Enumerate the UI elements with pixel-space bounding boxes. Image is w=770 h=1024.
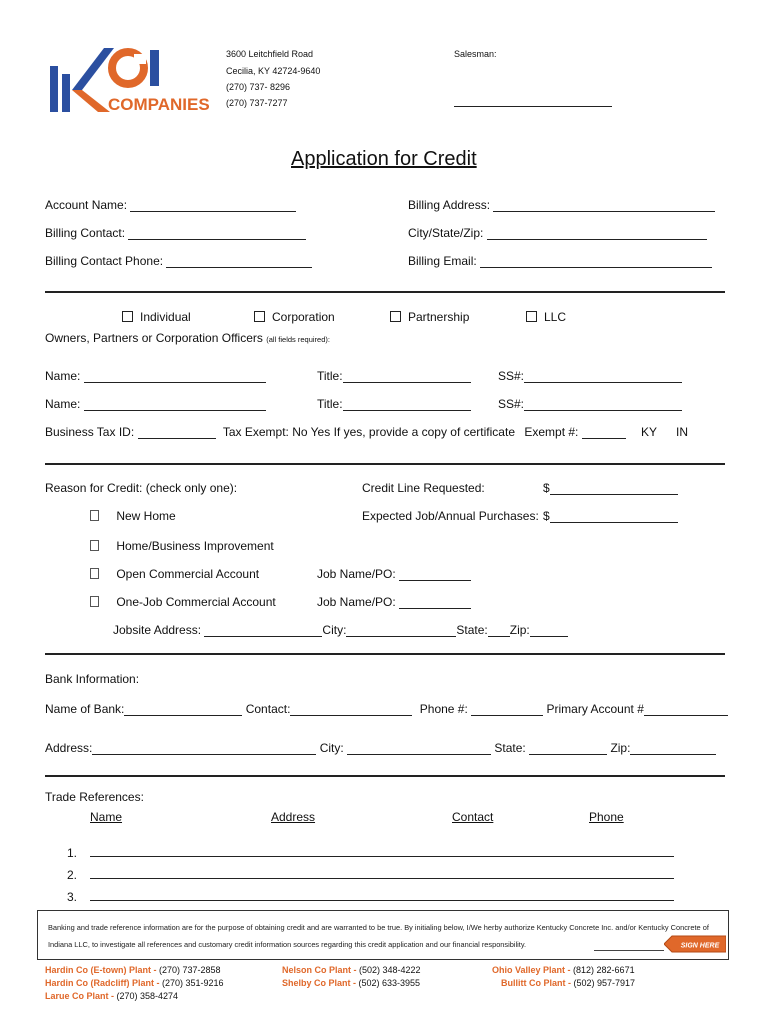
trade-col-contact: Contact [452, 810, 494, 824]
reason-option-label: One-Job Commercial Account [116, 595, 276, 609]
dollar-sign: $ [543, 509, 550, 523]
owner-row-1 [45, 369, 266, 383]
owner-title-2 [317, 397, 471, 411]
owner-title-label: Title: [317, 397, 343, 411]
bank-heading: Bank Information: [45, 672, 140, 686]
reason-new-home[interactable] [90, 509, 176, 523]
account-name-field[interactable] [130, 199, 296, 212]
jobsite-city-field[interactable] [346, 624, 456, 637]
notice-text: Banking and trade reference information are for the purpose of obtaining credit and are warranted to be true. By initialing below, I/We herby authorize Kentucky Concrete Inc. and/or Kentucky Concrete of Indiana LLC, to investigate all references and customary credit information sources regarding this credit application and our financial responsibility. [48, 923, 709, 949]
checkbox-icon [90, 596, 99, 607]
trade-col-name: Name [90, 810, 123, 824]
billing-phone-row [45, 254, 312, 268]
plant-name: Bullitt Co Plant - [501, 978, 574, 988]
jobsite-state-field[interactable] [488, 624, 510, 637]
plant-phone: (502) 957-7917 [573, 978, 636, 988]
tax-exempt-text: Tax Exempt: No Yes If yes, provide a copy of certificate [222, 425, 515, 439]
job-name-row-1 [317, 567, 471, 581]
entity-individual[interactable] [122, 310, 191, 324]
trade-col-address: Address [271, 810, 316, 824]
authorization-notice [37, 910, 729, 960]
bank-name-label: Name of Bank: [45, 702, 125, 716]
plant-phone: (502) 633-3955 [358, 978, 421, 988]
plant-phone: (502) 348-4222 [359, 965, 421, 975]
primary-account-field[interactable] [644, 703, 728, 716]
owners-heading-text: Owners, Partners or Corporation Officers [45, 331, 263, 345]
owner-title-field[interactable] [343, 370, 471, 383]
bank-phone-field[interactable] [471, 703, 543, 716]
account-name-row [45, 198, 296, 212]
plant-name: Ohio Valley Plant - [492, 965, 574, 975]
owner-name-field[interactable] [84, 370, 266, 383]
trade-col-phone: Phone [589, 810, 624, 824]
bank-zip-field[interactable] [630, 742, 716, 755]
plant-name: Nelson Co Plant - [282, 965, 360, 975]
job-name-label: Job Name/PO: [317, 567, 396, 581]
bank-state-label: State: [494, 741, 526, 755]
jobsite-state-label: State: [456, 623, 488, 637]
billing-contact-label: Billing Contact: [45, 226, 126, 240]
owners-heading [45, 331, 330, 345]
credit-line-row [543, 481, 678, 495]
trade-row-number: 2. [67, 868, 78, 882]
state-ky[interactable]: KY [641, 425, 658, 439]
owner-row-2 [45, 397, 266, 411]
billing-address-row [408, 198, 715, 212]
billing-email-field[interactable] [480, 255, 712, 268]
reason-option-label: New Home [116, 509, 176, 523]
tax-row [45, 425, 626, 439]
bank-contact-label: Contact: [245, 702, 291, 716]
jobsite-address-field[interactable] [204, 624, 322, 637]
plant-phone: (812) 282-6671 [573, 965, 635, 975]
plant-name: Larue Co Plant - [45, 991, 117, 1001]
checkbox-icon [390, 311, 401, 322]
entity-corporation[interactable] [254, 310, 335, 324]
expected-purchases-field[interactable] [550, 510, 678, 523]
plant-larue [45, 991, 178, 1001]
kci-logo [48, 44, 213, 116]
plant-shelby [282, 978, 420, 988]
trade-row-2-field[interactable] [90, 878, 674, 879]
owner-name-label: Name: [45, 369, 81, 383]
reason-home-business[interactable] [90, 539, 274, 553]
billing-email-row [408, 254, 712, 268]
business-tax-id-field[interactable] [138, 426, 216, 439]
billing-email-label: Billing Email: [408, 254, 477, 268]
jobsite-row [113, 623, 568, 637]
billing-contact-row [45, 226, 306, 240]
jobsite-zip-field[interactable] [530, 624, 568, 637]
entity-label: LLC [544, 310, 567, 324]
entity-label: Individual [140, 310, 191, 324]
reason-heading-note: (check only one): [145, 481, 238, 495]
bank-phone-label: Phone #: [419, 702, 468, 716]
plant-name: Shelby Co Plant - [282, 978, 359, 988]
trade-row-number: 3. [67, 890, 78, 904]
city-state-zip-field[interactable] [487, 227, 707, 240]
trade-heading: Trade References: [45, 790, 144, 804]
reason-heading [45, 481, 237, 495]
jobsite-address-label: Jobsite Address: [113, 623, 202, 637]
sign-here-arrow [664, 935, 726, 953]
address-line-1: 3600 Leitchfield Road [226, 49, 314, 59]
phone-line-1: (270) 737- 8296 [226, 82, 291, 92]
reason-open-commercial[interactable] [90, 567, 259, 581]
expected-purchases-row [543, 509, 678, 523]
plant-phone: (270) 351-9216 [162, 978, 224, 988]
job-name-label: Job Name/PO: [317, 595, 396, 609]
reason-one-job[interactable] [90, 595, 276, 609]
bank-row-2 [45, 741, 716, 755]
salesman-label: Salesman: [454, 49, 497, 59]
business-tax-id-label: Business Tax ID: [45, 425, 135, 439]
plant-hardin-radcliff [45, 978, 224, 988]
primary-account-label: Primary Account # [546, 702, 644, 716]
divider [45, 653, 725, 655]
city-state-zip-row [408, 226, 707, 240]
checkbox-icon [526, 311, 537, 322]
trade-row-1-field[interactable] [90, 856, 674, 857]
billing-phone-label: Billing Contact Phone: [45, 254, 164, 268]
checkbox-icon [90, 510, 99, 521]
plant-phone: (270) 358-4274 [116, 991, 179, 1001]
plant-name: Hardin Co (E-town) Plant - [45, 965, 159, 975]
job-name-field[interactable] [399, 568, 471, 581]
bank-address-field[interactable] [92, 742, 316, 755]
owner-title-1 [317, 369, 471, 383]
logo-text: COMPANIES [108, 95, 210, 114]
owner-ss-field[interactable] [524, 370, 682, 383]
owner-ss-label: SS#: [498, 369, 525, 383]
state-in[interactable]: IN [676, 425, 688, 439]
owner-name-field[interactable] [84, 398, 266, 411]
plant-bullitt [501, 978, 635, 988]
owners-note: (all fields required): [266, 335, 330, 344]
account-name-label: Account Name: [45, 198, 128, 212]
initials-field[interactable] [594, 950, 664, 951]
salesman-field[interactable] [454, 96, 612, 107]
plant-nelson [282, 965, 421, 975]
phone-line-2: (270) 737-7277 [226, 98, 288, 108]
entity-partnership[interactable] [390, 310, 469, 324]
bank-city-field[interactable] [347, 742, 491, 755]
plant-phone: (270) 737-2858 [159, 965, 221, 975]
city-state-zip-label: City/State/Zip: [408, 226, 484, 240]
divider [45, 775, 725, 777]
billing-address-label: Billing Address: [408, 198, 491, 212]
plant-ohio-valley [492, 965, 635, 975]
reason-option-label: Open Commercial Account [116, 567, 260, 581]
bank-address-label: Address: [45, 741, 93, 755]
reason-heading-text: Reason for Credit: [45, 481, 143, 495]
trade-row-number: 1. [67, 846, 78, 860]
bank-state-field[interactable] [529, 742, 607, 755]
billing-contact-field[interactable] [128, 227, 306, 240]
job-name-row-2 [317, 595, 471, 609]
owner-ss-field[interactable] [524, 398, 682, 411]
sign-here-text: SIGN HERE [680, 942, 720, 950]
divider [45, 463, 725, 465]
credit-line-field[interactable] [550, 482, 678, 495]
job-name-field[interactable] [399, 596, 471, 609]
owner-ss-2 [498, 397, 682, 411]
owner-title-label: Title: [317, 369, 343, 383]
reason-option-label: Home/Business Improvement [116, 539, 274, 553]
divider [45, 291, 725, 293]
bank-zip-label: Zip: [610, 741, 631, 755]
billing-phone-field[interactable] [166, 255, 312, 268]
entity-label: Partnership [408, 310, 470, 324]
bank-contact-field[interactable] [290, 703, 412, 716]
address-line-2: Cecilia, KY 42724-9640 [226, 66, 321, 76]
trade-row-3-field[interactable] [90, 900, 674, 901]
checkbox-icon [122, 311, 133, 322]
bank-name-field[interactable] [124, 703, 242, 716]
bank-row-1 [45, 702, 728, 716]
dollar-sign: $ [543, 481, 550, 495]
plant-name: Hardin Co (Radcliff) Plant - [45, 978, 162, 988]
jobsite-zip-label: Zip: [509, 623, 530, 637]
owner-ss-1 [498, 369, 682, 383]
entity-llc[interactable] [526, 310, 566, 324]
credit-line-label: Credit Line Requested: [362, 481, 485, 495]
owner-name-label: Name: [45, 397, 81, 411]
owner-title-field[interactable] [343, 398, 471, 411]
billing-address-field[interactable] [493, 199, 715, 212]
owner-ss-label: SS#: [498, 397, 525, 411]
page-title: Application for Credit [291, 148, 477, 170]
checkbox-icon [254, 311, 265, 322]
jobsite-city-label: City: [322, 623, 347, 637]
plant-hardin-etown [45, 965, 221, 975]
exempt-number-field[interactable] [582, 426, 626, 439]
expected-purchases-label: Expected Job/Annual Purchases: [362, 509, 539, 523]
checkbox-icon [90, 540, 99, 551]
bank-city-label: City: [319, 741, 344, 755]
checkbox-icon [90, 568, 99, 579]
exempt-number-label: Exempt #: [524, 425, 579, 439]
entity-label: Corporation [272, 310, 335, 324]
